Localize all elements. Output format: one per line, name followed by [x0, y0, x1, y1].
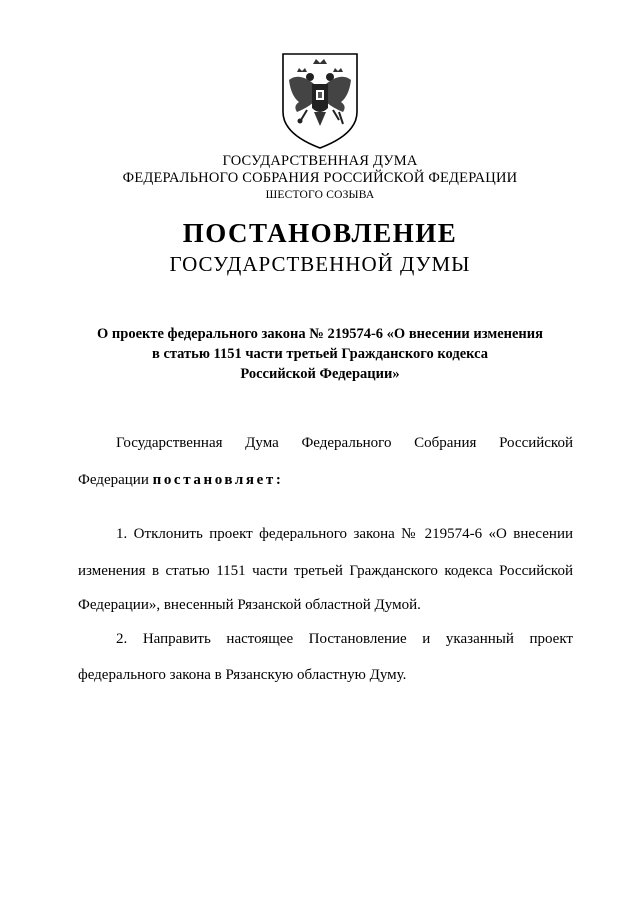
document-type-title: ПОСТАНОВЛЕНИЕ — [182, 218, 458, 248]
subject-line-2: в статью 1151 части третьей Гражданского кодекса — [151, 346, 488, 362]
item-2-line-2: федерального закона в Рязанскую областную Думу. — [78, 667, 407, 683]
intro-subject: Федерации — [78, 472, 149, 488]
subject-line-3: Российской Федерации» — [240, 366, 400, 382]
decree-verb: постановляет: — [152, 472, 284, 488]
intro-line-1: Государственная Дума Федерального Собрания Российской — [116, 435, 573, 451]
coat-of-arms-emblem-icon — [277, 50, 363, 150]
issuer-name: ГОСУДАРСТВЕННАЯ ДУМА — [222, 153, 418, 169]
intro-line-2 — [78, 470, 573, 490]
item-1-line-1: 1. Отклонить проект федерального закона № 219574-6 «О внесении — [116, 526, 573, 542]
issuer-federal-assembly: ФЕДЕРАЛЬНОГО СОБРАНИЯ РОССИЙСКОЙ ФЕДЕРАЦИИ — [122, 170, 518, 186]
subject-line-1: О проекте федерального закона № 219574-6 «О внесении изменения — [97, 326, 543, 342]
item-2-line-1: 2. Направить настоящее Постановление и указанный проект — [116, 631, 573, 647]
item-1-line-2: изменения в статью 1151 части третьей Гражданского кодекса Российской — [78, 563, 573, 579]
item-1-line-3: Федерации», внесенный Рязанской областной Думой. — [78, 597, 421, 613]
convocation: ШЕСТОГО СОЗЫВА — [265, 189, 375, 201]
document-issuer-title: ГОСУДАРСТВЕННОЙ ДУМЫ — [169, 252, 471, 276]
